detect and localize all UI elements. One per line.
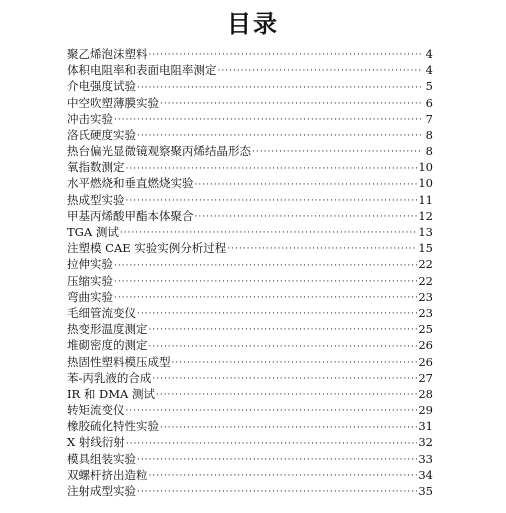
toc-entry-page-number: 35 [418,484,433,499]
toc-entry-page-number: 29 [418,403,433,418]
toc-entry-page-number: 13 [418,225,433,240]
dot-leader [126,437,418,451]
dot-leader [160,97,422,111]
dot-leader [120,226,418,240]
toc-entry[interactable] [67,418,433,434]
toc-entry[interactable] [67,483,433,499]
toc-entry[interactable] [67,337,433,353]
dot-leader [156,388,417,402]
dot-leader [152,372,417,386]
dot-leader [149,323,418,337]
toc-entry-label: 氧指数测定 [67,160,125,175]
toc-entry[interactable] [67,143,433,159]
toc-entry-label: 中空吹塑薄膜实验 [67,95,159,110]
dot-leader [160,421,417,435]
toc-entry-label: 弯曲实验 [67,289,113,304]
toc-entry-label: 拉伸实验 [67,257,113,272]
dot-leader [252,145,422,159]
toc-entry[interactable] [67,289,433,305]
dot-leader [218,64,423,78]
toc-entry-label: 毛细管流变仪 [67,305,136,320]
table-of-contents [67,46,433,499]
toc-entry-page-number: 32 [418,435,433,450]
toc-entry-label: 洛氏硬度实验 [67,127,136,142]
dot-leader [195,178,418,192]
toc-entry[interactable] [67,273,433,289]
toc-entry-page-number: 4 [425,63,433,78]
toc-entry-page-number: 10 [418,176,433,191]
dot-leader [126,404,418,418]
toc-entry-label: 冲击实验 [67,111,113,126]
toc-entry-page-number: 8 [425,127,433,142]
dot-leader [126,162,418,176]
toc-entry[interactable] [67,354,433,370]
page-title: 目录 [227,10,279,38]
toc-entry-label: TGA 测试 [67,225,119,240]
toc-entry[interactable] [67,78,433,94]
toc-entry[interactable] [67,386,433,402]
dot-leader [114,113,422,127]
toc-entry[interactable] [67,192,433,208]
toc-entry-page-number: 31 [418,419,433,434]
toc-entry[interactable] [67,402,433,418]
toc-entry-label: 热台偏光显微镜观察聚丙烯结晶形态 [67,144,251,159]
toc-entry-label: 苯-丙乳液的合成 [67,370,152,385]
toc-entry-label: 热变形温度测定 [67,322,148,337]
toc-entry-label: 热固性塑料模压成型 [67,354,171,369]
toc-entry[interactable] [67,224,433,240]
toc-entry[interactable] [67,370,433,386]
dot-leader [149,48,423,62]
toc-entry-label: 压缩实验 [67,273,113,288]
dot-leader [137,307,417,321]
toc-entry[interactable] [67,46,433,62]
toc-entry-page-number: 27 [418,370,433,385]
toc-entry-page-number: 23 [418,305,433,320]
dot-leader [114,291,417,305]
toc-entry-page-number: 4 [425,46,433,61]
toc-entry-label: 注塑模 CAE 实验实例分析过程 [67,241,227,256]
toc-entry[interactable] [67,111,433,127]
dot-leader [172,356,418,370]
toc-entry-page-number: 28 [418,386,433,401]
toc-entry[interactable] [67,240,433,256]
dot-leader [114,259,417,273]
toc-entry-page-number: 22 [418,273,433,288]
toc-entry[interactable] [67,435,433,451]
toc-entry-page-number: 5 [425,79,433,94]
toc-entry-page-number: 26 [418,354,433,369]
toc-entry-page-number: 12 [418,208,433,223]
dot-leader [137,453,417,467]
dot-leader [137,129,422,143]
dot-leader [126,194,418,208]
toc-entry[interactable] [67,62,433,78]
toc-entry-label: X 射线衍射 [67,435,125,450]
dot-leader [227,242,417,256]
toc-entry-page-number: 33 [418,451,433,466]
toc-entry-label: 体积电阻率和表面电阻率测定 [67,63,217,78]
toc-entry[interactable] [67,208,433,224]
dot-leader [137,81,422,95]
toc-entry[interactable] [67,127,433,143]
toc-entry-label: 橡胶硫化特性实验 [67,419,159,434]
toc-entry-label: 聚乙烯泡沫塑料 [67,46,148,61]
toc-entry[interactable] [67,451,433,467]
toc-entry-label: 堆砌密度的测定 [67,338,148,353]
dot-leader [149,469,418,483]
toc-entry-page-number: 25 [418,322,433,337]
toc-entry[interactable] [67,467,433,483]
toc-entry-page-number: 7 [425,111,433,126]
dot-leader [149,340,418,354]
dot-leader [114,275,417,289]
toc-entry-page-number: 15 [418,241,433,256]
toc-entry-label: 转矩流变仪 [67,403,125,418]
toc-entry[interactable] [67,256,433,272]
toc-entry[interactable] [67,321,433,337]
toc-entry-label: IR 和 DMA 测试 [67,386,155,401]
toc-entry-page-number: 22 [418,257,433,272]
toc-entry-label: 注射成型实验 [67,484,136,499]
toc-entry-label: 模具组装实验 [67,451,136,466]
toc-entry[interactable] [67,95,433,111]
toc-entry-page-number: 11 [418,192,433,207]
toc-entry-page-number: 34 [418,467,433,482]
toc-entry-page-number: 23 [418,289,433,304]
toc-entry-label: 介电强度试验 [67,79,136,94]
toc-entry-page-number: 8 [425,144,433,159]
dot-leader [195,210,418,224]
toc-entry-page-number: 6 [425,95,433,110]
toc-entry[interactable] [67,305,433,321]
toc-entry-page-number: 10 [418,160,433,175]
toc-entry[interactable] [67,176,433,192]
toc-entry-label: 双螺杆挤出造粒 [67,467,148,482]
toc-entry-label: 水平燃烧和垂直燃烧实验 [67,176,194,191]
toc-entry-page-number: 26 [418,338,433,353]
dot-leader [137,485,417,499]
toc-entry-label: 热成型实验 [67,192,125,207]
toc-entry[interactable] [67,159,433,175]
toc-entry-label: 甲基丙烯酸甲酯本体聚合 [67,208,194,223]
